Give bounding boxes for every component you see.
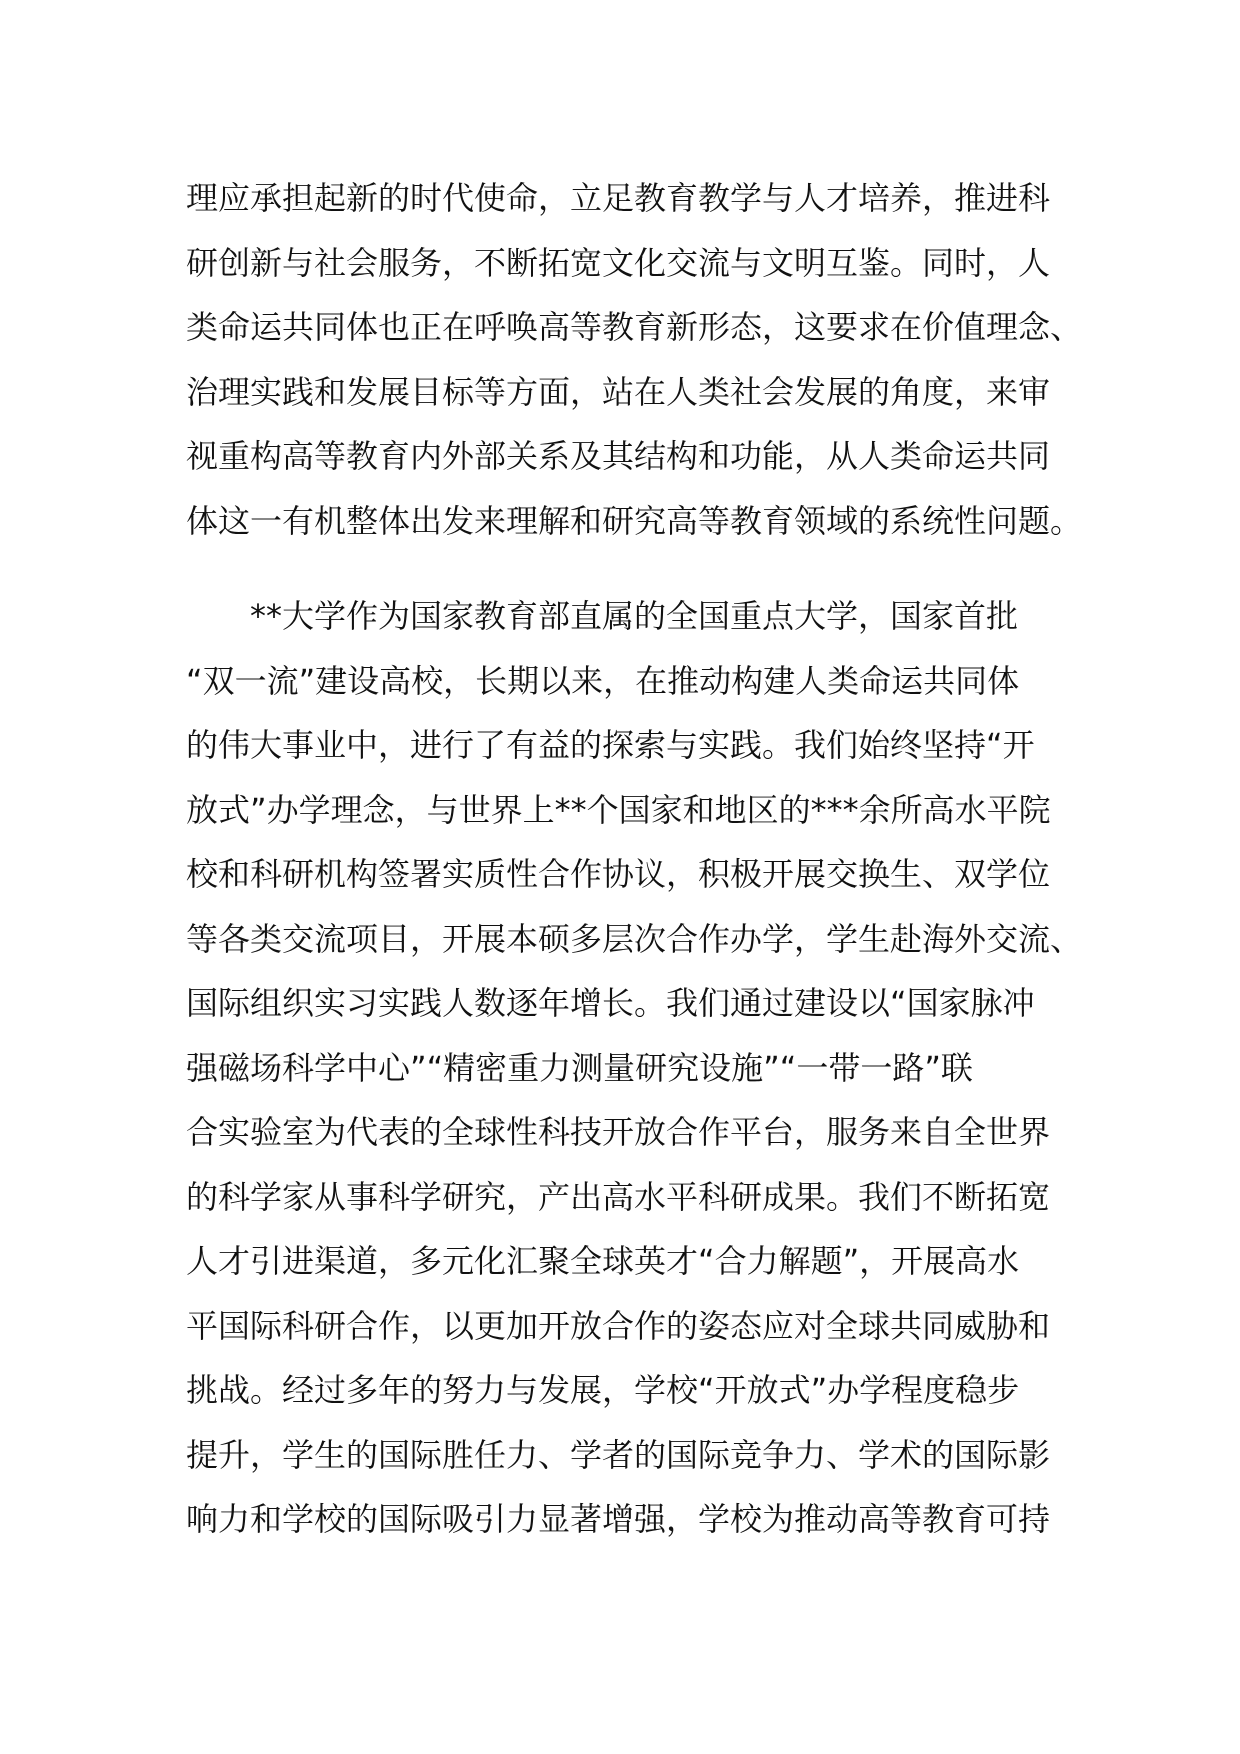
paragraph-line: 挑战。经过多年的努力与发展，学校“开放式”办学程度稳步 [186, 1371, 1020, 1409]
paragraph-first-line: **大学作为国家教育部直属的全国重点大学，国家首批 [250, 597, 1019, 635]
paragraph-line: 等各类交流项目，开展本硕多层次合作办学，学生赴海外交流、 [186, 919, 1083, 958]
paragraph-line: 人才引进渠道，多元化汇聚全球英才“合力解题”，开展高水 [186, 1242, 1020, 1280]
paragraph-line: 提升，学生的国际胜任力、学者的国际竞争力、学术的国际影 [186, 1435, 1051, 1474]
paragraph-line: 体这一有机整体出发来理解和研究高等教育领域的系统性问题。 [186, 501, 1083, 540]
paragraph-line: 的伟大事业中，进行了有益的探索与实践。我们始终坚持“开 [186, 726, 1035, 764]
paragraph-line: 的科学家从事科学研究，产出高水平科研成果。我们不断拓宽 [186, 1177, 1051, 1216]
paragraph-line: 合实验室为代表的全球性科技开放合作平台，服务来自全世界 [186, 1113, 1051, 1151]
paragraph-line: 治理实践和发展目标等方面，站在人类社会发展的角度，来审 [186, 372, 1051, 411]
paragraph-1 [186, 166, 1083, 553]
paragraph-line: 校和科研机构签署实质性合作协议，积极开展交换生、双学位 [186, 855, 1051, 893]
paragraph-line: “双一流”建设高校，长期以来，在推动构建人类命运共同体 [186, 661, 1020, 700]
paragraph-line: 强磁场科学中心”“精密重力测量研究设施”“一带一路”联 [186, 1048, 973, 1087]
paragraph-line: 平国际科研合作，以更加开放合作的姿态应对全球共同威胁和 [186, 1306, 1051, 1345]
paragraph-line: 视重构高等教育内外部关系及其结构和功能，从人类命运共同 [186, 437, 1051, 475]
paragraph-line: 国际组织实习实践人数逐年增长。我们通过建设以“国家脉冲 [186, 984, 1035, 1022]
paragraph-line: 研创新与社会服务，不断拓宽文化交流与文明互鉴。同时，人 [186, 243, 1051, 282]
paragraph-line: 响力和学校的国际吸引力显著增强，学校为推动高等教育可持 [186, 1500, 1051, 1538]
paragraph-line: 类命运共同体也正在呼唤高等教育新形态，这要求在价值理念、 [186, 308, 1083, 346]
paragraph-2 [186, 584, 1083, 1552]
paragraph-line: 放式”办学理念，与世界上**个国家和地区的***余所高水平院 [186, 790, 1051, 829]
paragraph-line: 理应承担起新的时代使命，立足教育教学与人才培养，推进科 [186, 179, 1051, 217]
